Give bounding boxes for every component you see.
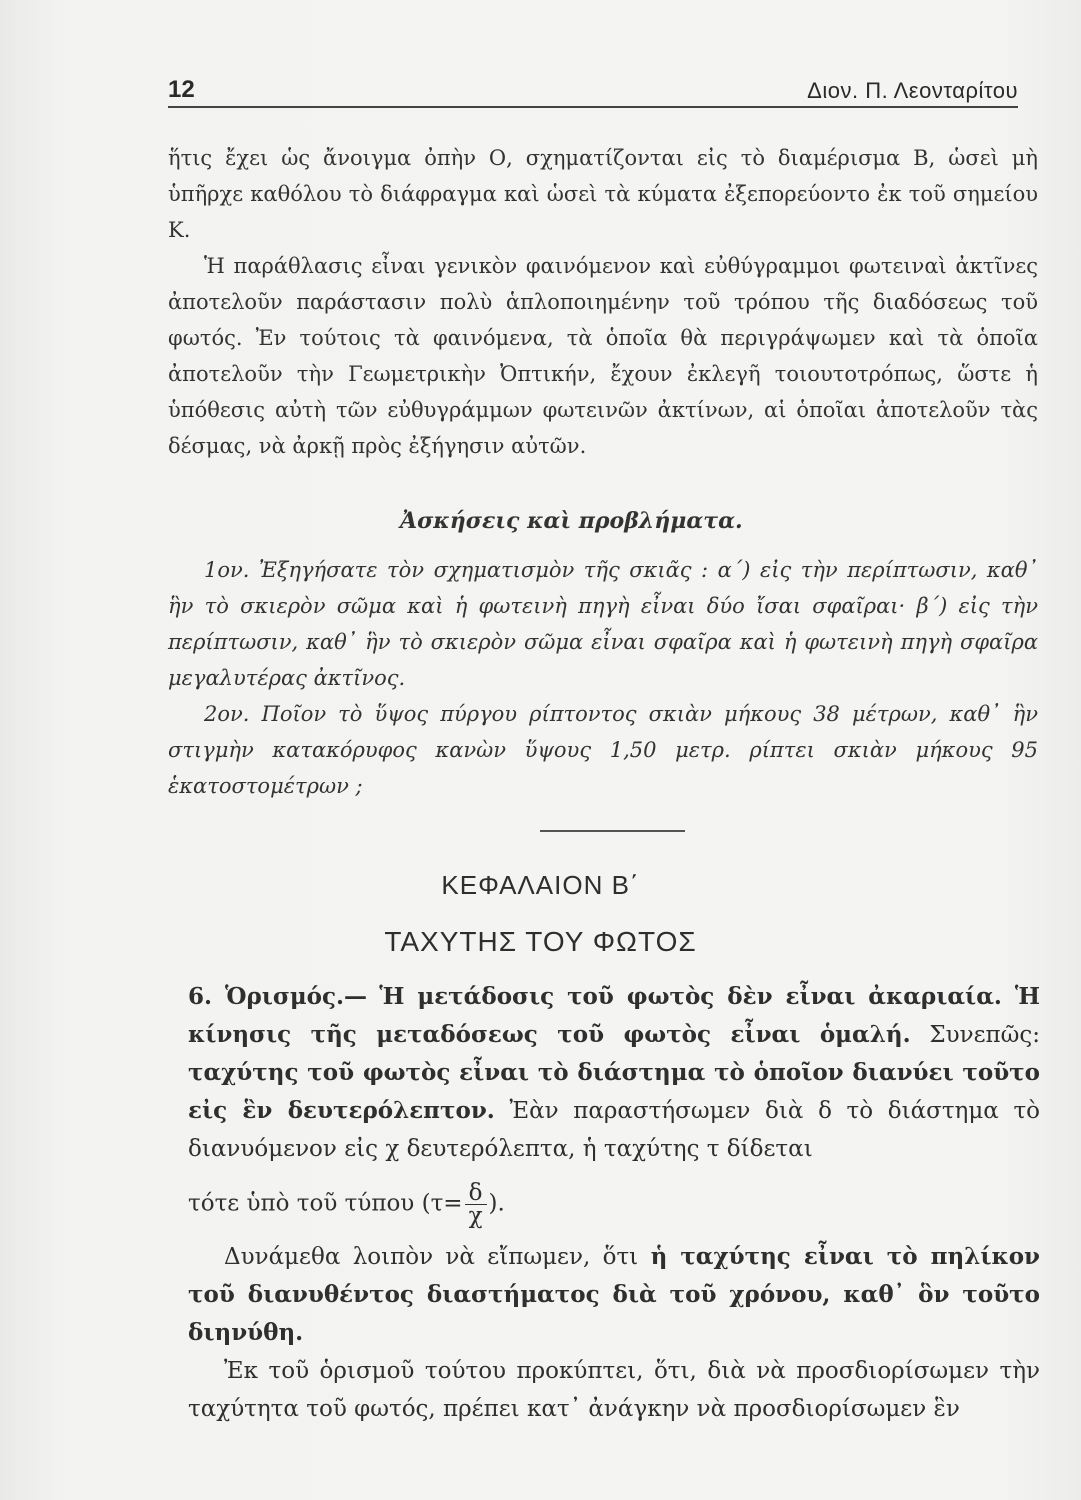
exercise-1: 1ον. Ἐξηγήσατε τὸν σχηματισμὸν τῆς σκιᾶς : α΄) εἰς τὴν περίπτωσιν, καθ᾽ ἣν τὸ σκιερὸν σῶμα καὶ ἡ φωτεινὴ πηγὴ εἶναι δύο ἴσαι σφαῖραι· β΄) εἰς τὴν περίπτωσιν, καθ᾽ ἣν τὸ σκιερὸν σῶμα εἶναι σφαῖρα καὶ ἡ φωτεινὴ πηγὴ σφαῖρα μεγαλυτέρας ἀκτῖνος. xyxy=(168,558,1038,690)
formula-line xyxy=(188,1168,1040,1229)
running-head: Διον. Π. Λεονταρίτου xyxy=(807,78,1018,103)
section-divider xyxy=(540,830,685,832)
formula xyxy=(188,1182,505,1227)
page-number: 12 xyxy=(168,76,195,103)
formula-fraction xyxy=(465,1182,487,1227)
paragraph-1-text: ἥτις ἔχει ὡς ἄνοιγμα ὀπὴν Ο, σχηματίζονται εἰς τὸ διαμέρισμα Β, ὡσεὶ μὴ ὑπῆρχε καθόλου τὸ διάφραγμα καὶ ὡσεὶ τὰ κύματα ἐξεπορεύοντο ἐκ τοῦ σημείου Κ. xyxy=(168,146,1038,242)
section-6-p2-plain: Δυνάμεθα λοιπὸν νὰ εἴπωμεν, ὅτι xyxy=(224,1244,639,1270)
page-header xyxy=(168,76,1018,112)
chapter-title: ΤΑΧΥΤΗΣ ΤΟΥ ΦΩΤΟΣ xyxy=(384,926,697,957)
formula-suffix: ). xyxy=(488,1190,505,1217)
section-6-sentence-1: Ἡ μετάδοσις τοῦ φωτὸς δὲν εἶναι ἀκαριαία. Ἡ κίνησις τῆς μεταδόσεως τοῦ φωτὸς εἶναι ὁμαλή. xyxy=(188,983,1041,1048)
header-rule xyxy=(168,106,1018,108)
exercises-block xyxy=(168,552,1038,804)
section-6-paragraph-2 xyxy=(188,1238,1040,1352)
exercises-heading: Ἀσκήσεις καὶ προβλήματα. xyxy=(400,508,743,534)
paragraph-diffraction xyxy=(168,248,1038,464)
section-6-p2-bold: ἡ ταχύτης εἶναι τὸ πηλίκον τοῦ διανυθέντος διαστήματος διὰ τοῦ χρόνου, καθ᾽ ὃν τοῦτο διηνύθη. xyxy=(188,1243,1041,1346)
formula-denominator: χ xyxy=(468,1203,483,1229)
section-6-definition xyxy=(188,978,1040,1168)
section-6-speed-definition: ταχύτης τοῦ φωτὸς εἶναι τὸ διάστημα τὸ ὁποῖον διανύει τοῦτο εἰς ἓν δευτερόλεπτον. xyxy=(188,1059,1040,1124)
formula-prefix: τότε ὑπὸ τοῦ τύπου (τ= xyxy=(188,1190,463,1217)
paragraph-continuation xyxy=(168,140,1038,248)
section-6-paragraph-3: Ἐκ τοῦ ὁρισμοῦ τούτου προκύπτει, ὅτι, διὰ νὰ προσδιορίσωμεν τὴν ταχύτητα τοῦ φωτός, πρέπει κατ᾽ ἀνάγκην νὰ προσδιορίσωμεν ἓν xyxy=(188,1358,1040,1422)
section-6-sentence-3: Ἐὰν παραστήσωμεν διὰ δ τὸ διάστημα τὸ διανυόμενον εἰς χ δευτερόλεπτα, ἡ ταχύτης τ δίδεται xyxy=(188,1098,1041,1162)
section-6-consequently: Συνεπῶς: xyxy=(929,1022,1041,1048)
formula-numerator: δ xyxy=(465,1182,487,1205)
chapter-label: ΚΕΦΑΛΑΙΟΝ Β΄ xyxy=(441,870,640,900)
exercise-2: 2ον. Ποῖον τὸ ὕψος πύργου ρίπτοντος σκιὰν μήκους 38 μέτρων, καθ᾽ ἣν στιγμὴν κατακόρυφος κανὼν ὕψους 1,50 μετρ. ρίπτει σκιὰν μήκους 95 ἑκατοστομέτρων ; xyxy=(168,702,1038,798)
section-6-heading: 6. Ὁρισμός.— xyxy=(188,983,368,1010)
paragraph-2-text: Ἡ παράθλασις εἶναι γενικὸν φαινόμενον καὶ εὐθύγραμμοι φωτειναὶ ἀκτῖνες ἀποτελοῦν παράστασιν πολὺ ἁπλοποιημένην τοῦ τρόπου τῆς διαδόσεως τοῦ φωτός. Ἐν τούτοις τὰ φαινόμενα, τὰ ὁποῖα θὰ περιγράψωμεν καὶ τὰ ὁποῖα ἀποτελοῦν τὴν Γεωμετρικὴν Ὀπτικήν, ἔχουν ἐκλεγῆ τοιουτοτρόπως, ὥστε ἡ ὑπόθεσις αὐτὴ τῶν εὐθυγράμμων φωτεινῶν ἀκτίνων, αἱ ὁποῖαι ἀποτελοῦν τὰς δέσμας, νὰ ἀρκῇ πρὸς ἐξήγησιν αὐτῶν. xyxy=(168,254,1038,458)
section-6 xyxy=(188,978,1040,1428)
